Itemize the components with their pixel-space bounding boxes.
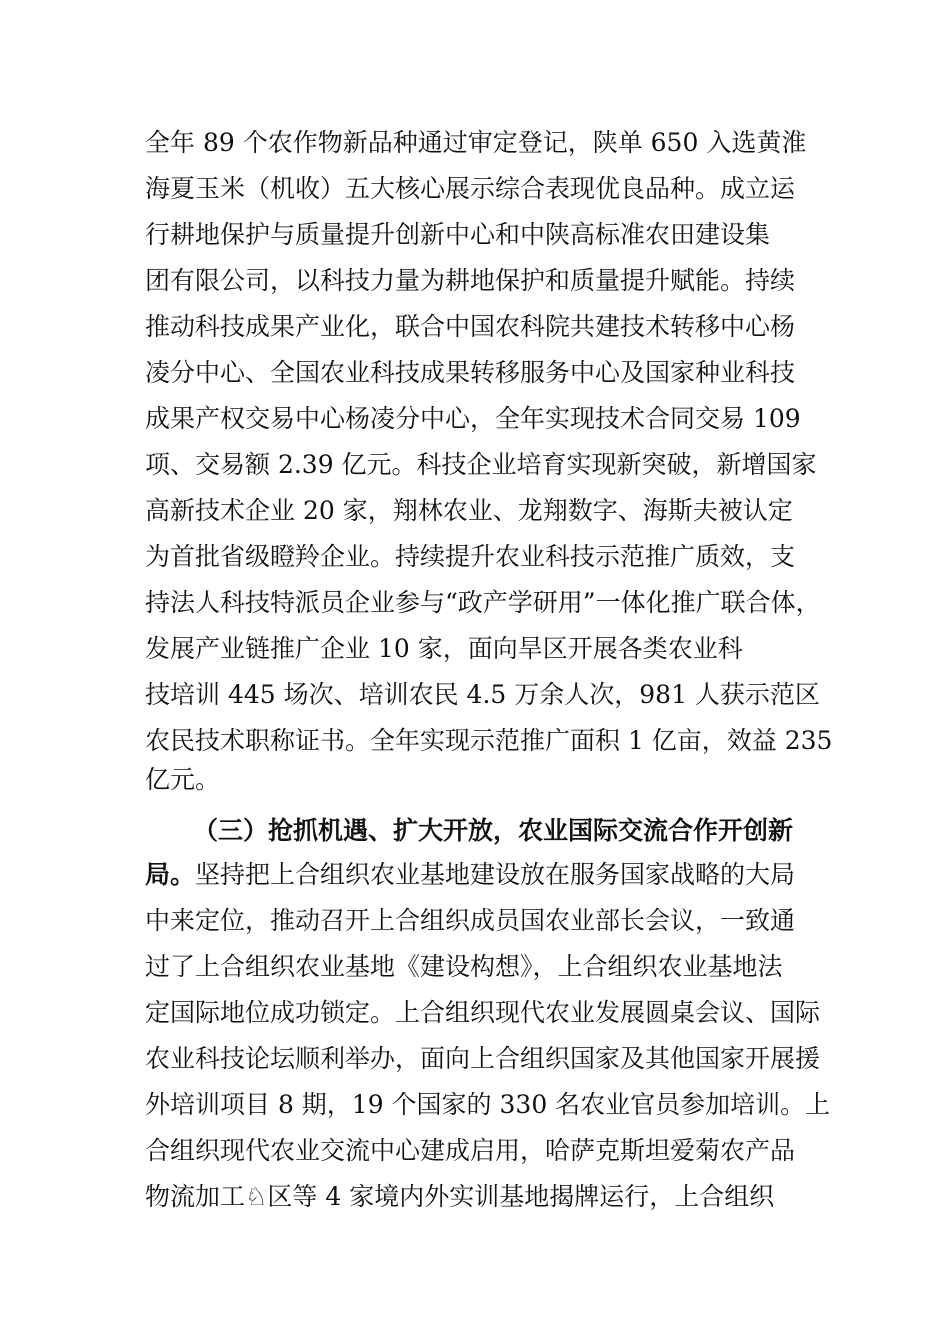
body-line-3: 行耕地保护与质量提升创新中心和中陕高标准农田建设集 [145,220,771,249]
section-line-1-text: 坚持把上合组织农业基地建设放在服务国家战略的大局 [195,860,796,889]
section-line-5: 农业科技论坛顺利举办，面向上合组织国家及其他国家开展援 [145,1044,821,1073]
section-line-8: 物流加工♘区等 4 家境内外实训基地揭牌运行，上合组织 [145,1182,775,1211]
body-line-13: 技培训 445 场次、培训农民 4.5 万余人次，981 人获示范区 [145,680,820,709]
body-line-14: 农民技术职称证书。全年实现示范推广面积 1 亿亩，效益 235 [145,726,833,755]
body-line-12: 发展产业链推广企业 10 家，面向旱区开展各类农业科 [145,634,743,663]
body-line-9: 高新技术企业 20 家，翔林农业、龙翔数字、海斯夫被认定 [145,496,793,525]
body-line-7: 成果产权交易中心杨凌分中心，全年实现技术合同交易 109 [145,404,801,433]
section-heading-end: 局。 [145,860,196,889]
body-line-6: 凌分中心、全国农业科技成果转移服务中心及国家种业科技 [145,358,796,387]
body-line-15: 亿元。 [145,765,221,794]
body-line-11: 持法人科技特派员企业参与“政产学研用”一体化推广联合体， [145,588,821,617]
section-line-4: 定国际地位成功锁定。上合组织现代农业发展圆桌会议、国际 [145,998,821,1027]
section-line-3: 过了上合组织农业基地《建设构想》，上合组织农业基地法 [145,952,783,981]
body-line-4: 团有限公司，以科技力量为耕地保护和质量提升赋能。持续 [145,266,796,295]
body-line-8: 项、交易额 2.39 亿元。科技企业培育实现新突破，新增国家 [145,450,817,479]
section-line-7: 合组织现代农业交流中心建成启用，哈萨克斯坦爱菊农产品 [145,1136,796,1165]
section-line-2: 中来定位，推动召开上合组织成员国农业部长会议，一致通 [145,906,796,935]
body-line-2: 海夏玉米（机收）五大核心展示综合表现优良品种。成立运 [145,174,796,203]
body-line-1: 全年 89 个农作物新品种通过审定登记，陕单 650 入选黄淮 [145,128,807,157]
body-line-5: 推动科技成果产业化，联合中国农科院共建技术转移中心杨 [145,312,796,341]
section-line-1 [145,852,795,898]
section-line-6: 外培训项目 8 期，19 个国家的 330 名农业官员参加培训。上 [145,1090,831,1119]
section-heading: （三）抢抓机遇、扩大开放，农业国际交流合作开创新 [193,816,794,845]
body-line-10: 为首批省级瞪羚企业。持续提升农业科技示范推广质效，支 [145,542,796,571]
